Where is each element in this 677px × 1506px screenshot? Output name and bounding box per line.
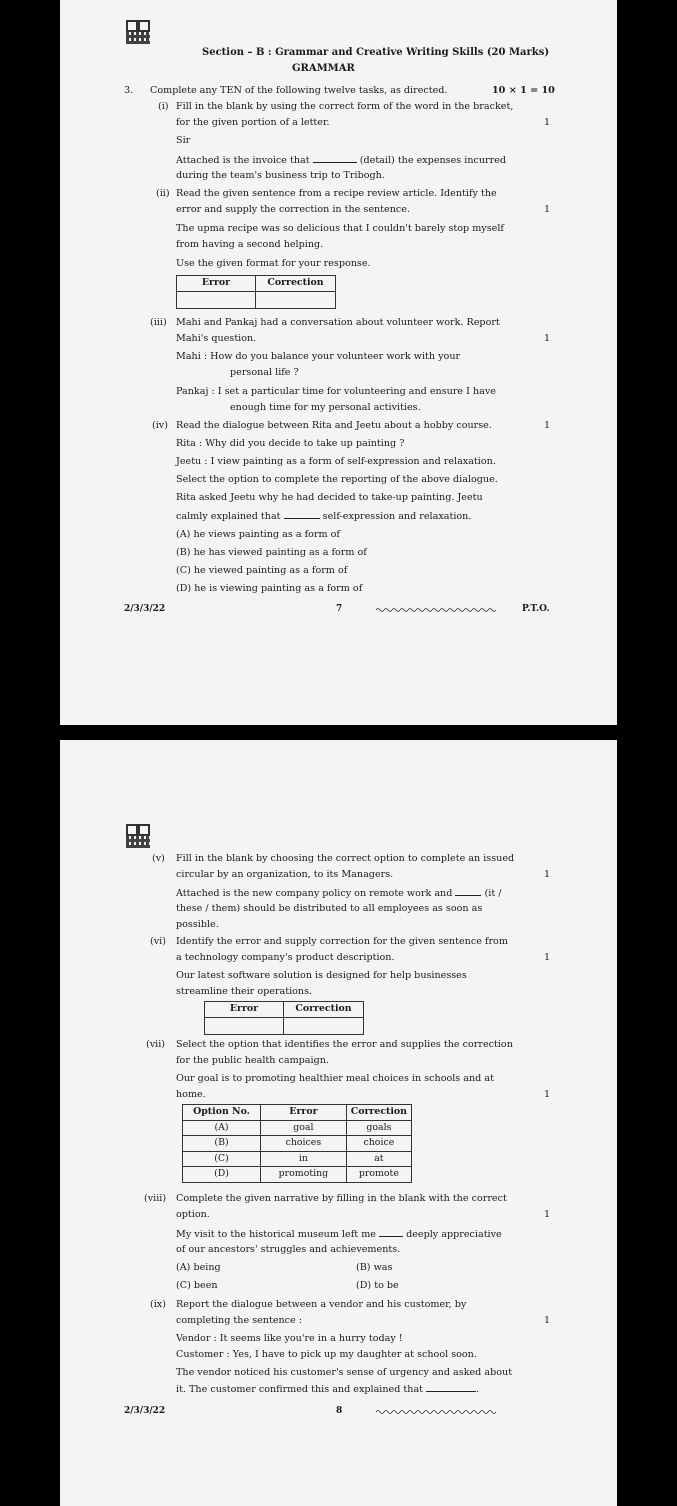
dialogue-line: enough time for my personal activities. — [230, 402, 421, 413]
qr-code-icon — [126, 824, 150, 848]
footer-page-number: 8 — [336, 1406, 343, 1416]
q-number: 3. — [124, 85, 134, 96]
options-table — [182, 1104, 412, 1183]
table-cell: (B) — [183, 1136, 261, 1152]
dialogue-line: Vendor : It seems like you're in a hurry today ! — [176, 1333, 403, 1344]
letter-salutation: Sir — [176, 135, 191, 146]
item-number: (vi) — [150, 936, 166, 947]
item-text: Read the dialogue between Rita and Jeetu about a hobby course. — [176, 420, 492, 431]
section-title: Section – B : Grammar and Creative Writing Skills (20 Marks) — [202, 47, 550, 58]
response-table — [176, 275, 336, 309]
table-header: Correction — [284, 1002, 364, 1018]
item-number: (v) — [152, 853, 165, 864]
option-c: (C) been — [176, 1280, 218, 1291]
table-cell: (D) — [183, 1167, 261, 1183]
dialogue-line: personal life ? — [230, 367, 299, 378]
item-text: a technology company's product description. — [176, 952, 395, 963]
item-text: Identify the error and supply correction for the given sentence from — [176, 936, 508, 947]
item-mark: 1 — [544, 1089, 551, 1100]
item-mark: 1 — [544, 952, 551, 963]
exam-page-7 — [60, 0, 617, 725]
narrative-text: My visit to the historical museum left me deeply appreciative — [176, 1229, 502, 1240]
table-cell: choice — [346, 1136, 411, 1152]
table-header: Correction — [346, 1105, 411, 1121]
table-cell: promoting — [261, 1167, 347, 1183]
sentence: streamline their operations. — [176, 986, 313, 997]
item-text: Read the given sentence from a recipe review article. Identify the — [176, 188, 497, 199]
footer-code: 2/3/3/22 — [124, 1406, 166, 1416]
table-row — [183, 1120, 412, 1136]
report-text: The vendor noticed his customer's sense of urgency and asked about — [176, 1367, 513, 1378]
item-number: (i) — [158, 101, 169, 112]
circular-text: these / them) should be distributed to all employees as soon as — [176, 903, 483, 914]
exam-page-8 — [60, 740, 617, 1506]
circular-text: Attached is the new company policy on remote work and (it / — [176, 888, 502, 899]
wavy-line-decoration — [376, 1409, 496, 1415]
narrative-text: of our ancestors' struggles and achievements. — [176, 1244, 401, 1255]
item-text: Mahi and Pankaj had a conversation about volunteer work. Report — [176, 317, 500, 328]
item-number: (ii) — [156, 188, 170, 199]
item-text: circular by an organization, to its Managers. — [176, 869, 394, 880]
item-mark: 1 — [544, 869, 551, 880]
item-text: Select the option to complete the reporting of the above dialogue. — [176, 474, 498, 485]
table-header: Error — [205, 1002, 284, 1018]
item-mark: 1 — [544, 204, 551, 215]
footer-pto: P.T.O. — [522, 604, 550, 614]
table-cell: at — [346, 1151, 411, 1167]
item-mark: 1 — [544, 117, 551, 128]
option-d: (D) to be — [356, 1280, 399, 1291]
q-instruction: Complete any TEN of the following twelve tasks, as directed. — [150, 85, 448, 96]
option-b: (B) was — [356, 1262, 393, 1273]
subtitle: GRAMMAR — [292, 63, 355, 74]
dialogue-line: Rita : Why did you decide to take up painting ? — [176, 438, 405, 449]
item-text: Fill in the blank by using the correct form of the word in the bracket, — [176, 101, 514, 112]
format-instruction: Use the given format for your response. — [176, 258, 371, 269]
table-cell — [205, 1017, 284, 1034]
item-text: Fill in the blank by choosing the correct option to complete an issued — [176, 853, 515, 864]
sentence: Our latest software solution is designed for help businesses — [176, 970, 467, 981]
sentence: home. — [176, 1089, 206, 1100]
table-header: Error — [261, 1105, 347, 1121]
item-text: Complete the given narrative by filling in the blank with the correct — [176, 1193, 507, 1204]
footer-code: 2/3/3/22 — [124, 604, 166, 614]
sentence: Our goal is to promoting healthier meal choices in schools and at — [176, 1073, 494, 1084]
item-text: for the given portion of a letter. — [176, 117, 330, 128]
table-cell — [256, 291, 336, 308]
item-text: completing the sentence : — [176, 1315, 303, 1326]
item-number: (ix) — [150, 1299, 166, 1310]
option-d: (D) he is viewing painting as a form of — [176, 583, 363, 594]
table-row — [183, 1167, 412, 1183]
report-text: calmly explained that self-expression and relaxation. — [176, 511, 472, 522]
table-cell: (A) — [183, 1120, 261, 1136]
response-table — [204, 1001, 364, 1035]
table-cell — [284, 1017, 364, 1034]
item-number: (iv) — [152, 420, 168, 431]
option-c: (C) he viewed painting as a form of — [176, 565, 348, 576]
sentence: from having a second helping. — [176, 239, 324, 250]
table-header: Option No. — [183, 1105, 261, 1121]
circular-text: possible. — [176, 919, 219, 930]
item-text: option. — [176, 1209, 210, 1220]
dialogue-line: Pankaj : I set a particular time for volunteering and ensure I have — [176, 386, 496, 397]
table-cell: promote — [346, 1167, 411, 1183]
option-a: (A) he views painting as a form of — [176, 529, 340, 540]
table-cell: (C) — [183, 1151, 261, 1167]
letter-text: during the team's business trip to Tribogh. — [176, 170, 385, 181]
q-marks: 10 × 1 = 10 — [492, 85, 555, 96]
item-mark: 1 — [544, 1209, 551, 1220]
table-row — [183, 1136, 412, 1152]
item-number: (vii) — [146, 1039, 166, 1050]
item-text: error and supply the correction in the sentence. — [176, 204, 410, 215]
dialogue-line: Customer : Yes, I have to pick up my daughter at school soon. — [176, 1349, 477, 1360]
footer-page-number: 7 — [336, 604, 343, 614]
table-cell: choices — [261, 1136, 347, 1152]
report-text: Rita asked Jeetu why he had decided to take-up painting. Jeetu — [176, 492, 483, 503]
table-cell: in — [261, 1151, 347, 1167]
table-header: Correction — [256, 276, 336, 292]
table-header: Error — [177, 276, 256, 292]
dialogue-line: Jeetu : I view painting as a form of self-expression and relaxation. — [176, 456, 496, 467]
sentence: The upma recipe was so delicious that I couldn't barely stop myself — [176, 223, 504, 234]
dialogue-line: Mahi : How do you balance your volunteer work with your — [176, 351, 461, 362]
item-text: for the public health campaign. — [176, 1055, 329, 1066]
item-mark: 1 — [544, 1315, 551, 1326]
item-text: Select the option that identifies the error and supplies the correction — [176, 1039, 513, 1050]
table-cell — [177, 291, 256, 308]
option-a: (A) being — [176, 1262, 221, 1273]
item-text: Mahi's question. — [176, 333, 257, 344]
letter-text: Attached is the invoice that (detail) the expenses incurred — [176, 155, 507, 166]
item-mark: 1 — [544, 333, 551, 344]
table-cell: goals — [346, 1120, 411, 1136]
item-number: (viii) — [144, 1193, 167, 1204]
item-text: Report the dialogue between a vendor and his customer, by — [176, 1299, 467, 1310]
item-mark: 1 — [544, 420, 551, 431]
table-row — [183, 1151, 412, 1167]
option-b: (B) he has viewed painting as a form of — [176, 547, 367, 558]
wavy-line-decoration — [376, 607, 496, 613]
report-text: it. The customer confirmed this and explained that . — [176, 1384, 480, 1395]
item-number: (iii) — [150, 317, 167, 328]
table-cell: goal — [261, 1120, 347, 1136]
qr-code-icon — [126, 20, 150, 44]
